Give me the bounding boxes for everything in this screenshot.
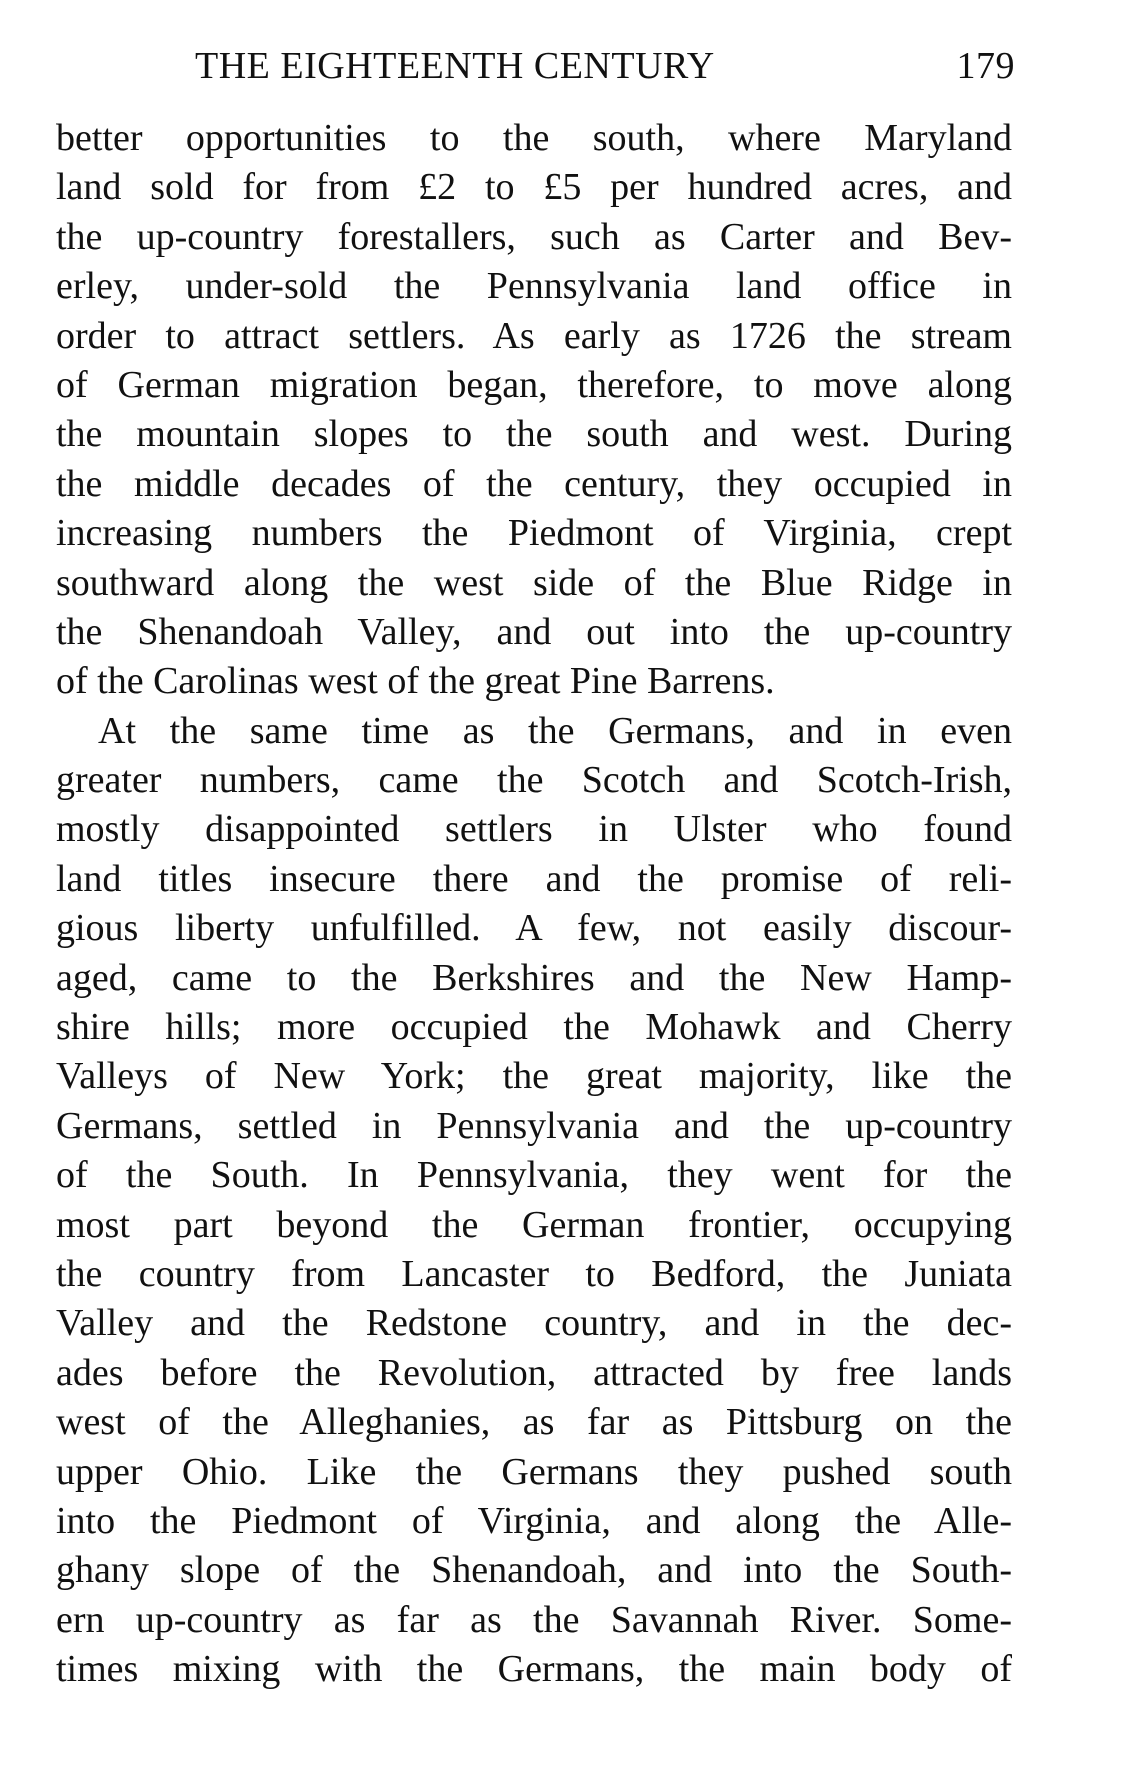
text-line: ern up-country as far as the Savannah River. Some- xyxy=(56,1598,1012,1641)
text-line: of German migration began, therefore, to move along xyxy=(56,363,1012,406)
text-line: aged, came to the Berkshires and the New Hamp- xyxy=(56,956,1012,999)
text-line: the middle decades of the century, they occupied in xyxy=(56,462,1012,505)
text-line: times mixing with the Germans, the main body of xyxy=(56,1648,1012,1691)
text-line: ghany slope of the Shenandoah, and into the South- xyxy=(56,1549,1012,1592)
text-line: gious liberty unfulfilled. A few, not easily discour- xyxy=(56,907,1012,950)
text-line: greater numbers, came the Scotch and Scotch-Irish, xyxy=(56,759,1012,802)
running-head xyxy=(50,38,1015,94)
text-line: the mountain slopes to the south and west. During xyxy=(56,413,1012,456)
paragraph-2 xyxy=(56,707,1012,1695)
text-line: west of the Alleghanies, as far as Pittsburg on the xyxy=(56,1401,1012,1444)
text-line: shire hills; more occupied the Mohawk and Cherry xyxy=(56,1006,1012,1049)
text-line: Valleys of New York; the great majority, like the xyxy=(56,1055,1012,1098)
text-line: order to attract settlers. As early as 1726 the stream xyxy=(56,314,1012,357)
text-line: upper Ohio. Like the Germans they pushed south xyxy=(56,1450,1012,1493)
text-line: Valley and the Redstone country, and in the dec- xyxy=(56,1302,1012,1345)
text-line: the country from Lancaster to Bedford, the Juniata xyxy=(56,1252,1012,1295)
page-number: 179 xyxy=(956,45,1015,87)
running-title: THE EIGHTEENTH CENTURY xyxy=(195,45,715,87)
text-line: of the Carolinas west of the great Pine Barrens. xyxy=(56,660,775,703)
text-line: ades before the Revolution, attracted by free lands xyxy=(56,1351,1012,1394)
text-line: Germans, settled in Pennsylvania and the up-country xyxy=(56,1104,1012,1147)
text-line: southward along the west side of the Blue Ridge in xyxy=(56,561,1012,604)
text-line: better opportunities to the south, where Maryland xyxy=(56,117,1012,159)
text-line: the up-country forestallers, such as Carter and Bev- xyxy=(56,215,1012,258)
paragraph-1 xyxy=(56,114,1012,707)
body-text xyxy=(56,114,1012,1695)
text-line: increasing numbers the Piedmont of Virginia, crept xyxy=(56,512,1012,555)
text-line: into the Piedmont of Virginia, and along the Alle- xyxy=(56,1499,1012,1542)
text-line: land titles insecure there and the promise of reli- xyxy=(56,857,1012,900)
text-line: erley, under-sold the Pennsylvania land office in xyxy=(56,265,1012,308)
text-line: At the same time as the Germans, and in even xyxy=(98,709,1012,752)
text-line: mostly disappointed settlers in Ulster who found xyxy=(56,808,1012,851)
text-line: land sold for from £2 to £5 per hundred acres, and xyxy=(56,166,1012,209)
text-line: most part beyond the German frontier, occupying xyxy=(56,1203,1012,1246)
text-line: of the South. In Pennsylvania, they went for the xyxy=(56,1154,1012,1197)
text-line: the Shenandoah Valley, and out into the up-country xyxy=(56,610,1012,653)
